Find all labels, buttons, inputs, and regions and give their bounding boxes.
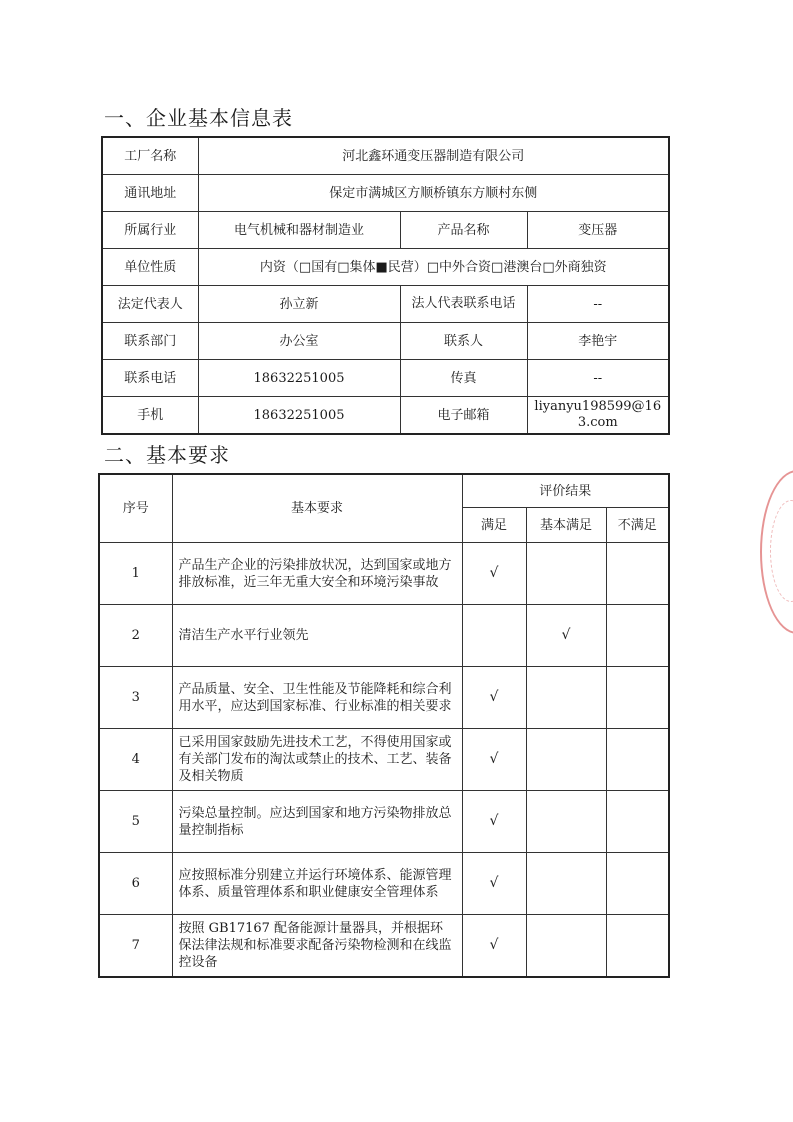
row-number: 4: [99, 729, 172, 791]
row-requirement: 清洁生产水平行业领先: [172, 605, 462, 667]
row-not-meet-mark: [606, 853, 669, 915]
col-header-result: 评价结果: [462, 474, 669, 508]
table-row: [99, 729, 669, 791]
row-meet-mark: √: [462, 667, 526, 729]
row-meet-mark: √: [462, 543, 526, 605]
table-row: [99, 543, 669, 605]
table-row: [102, 212, 669, 249]
address-label: 通讯地址: [102, 175, 198, 212]
row-basic-meet-mark: √: [526, 605, 606, 667]
row-number: 7: [99, 915, 172, 977]
row-meet-mark: √: [462, 729, 526, 791]
row-meet-mark: √: [462, 791, 526, 853]
legal-rep-phone-label: 法人代表联系电话: [400, 286, 527, 323]
factory-name-value: 河北鑫环通变压器制造有限公司: [198, 137, 669, 175]
mobile-label: 手机: [102, 397, 198, 435]
table-row: [99, 791, 669, 853]
contact-value: 李艳宇: [527, 323, 669, 360]
row-not-meet-mark: [606, 605, 669, 667]
fax-label: 传真: [400, 360, 527, 397]
factory-name-label: 工厂名称: [102, 137, 198, 175]
col-header-requirement: 基本要求: [172, 474, 462, 543]
product-label: 产品名称: [400, 212, 527, 249]
row-basic-meet-mark: [526, 543, 606, 605]
row-basic-meet-mark: [526, 667, 606, 729]
legal-rep-label: 法定代表人: [102, 286, 198, 323]
section2-title: 二、基本要求: [104, 443, 230, 467]
section1-title: 一、企业基本信息表: [104, 106, 293, 130]
row-basic-meet-mark: [526, 915, 606, 977]
mobile-value: 18632251005: [198, 397, 400, 435]
col-header-no: 序号: [99, 474, 172, 543]
col-header-basic-meet: 基本满足: [526, 508, 606, 543]
col-header-not-meet: 不满足: [606, 508, 669, 543]
table-row: [102, 175, 669, 212]
phone-label: 联系电话: [102, 360, 198, 397]
product-value: 变压器: [527, 212, 669, 249]
row-number: 2: [99, 605, 172, 667]
row-basic-meet-mark: [526, 853, 606, 915]
row-not-meet-mark: [606, 543, 669, 605]
table-row: [102, 137, 669, 175]
row-meet-mark: √: [462, 853, 526, 915]
row-meet-mark: [462, 605, 526, 667]
legal-rep-value: 孙立新: [198, 286, 400, 323]
table-row: [102, 323, 669, 360]
table-row: [102, 249, 669, 286]
row-requirement: 已采用国家鼓励先进技术工艺，不得使用国家或有关部门发布的淘汰或禁止的技术、工艺、装备及相关物质: [172, 729, 462, 791]
row-not-meet-mark: [606, 791, 669, 853]
table-row: [99, 853, 669, 915]
dept-value: 办公室: [198, 323, 400, 360]
phone-value: 18632251005: [198, 360, 400, 397]
table-row: [99, 667, 669, 729]
address-value: 保定市满城区方顺桥镇东方顺村东侧: [198, 175, 669, 212]
nature-label: 单位性质: [102, 249, 198, 286]
table-row: [102, 286, 669, 323]
row-requirement: 按照 GB17167 配备能源计量器具，并根据环保法律法规和标准要求配备污染物检测和在线监控设备: [172, 915, 462, 977]
table-header-row: [99, 474, 669, 508]
col-header-meet: 满足: [462, 508, 526, 543]
row-number: 5: [99, 791, 172, 853]
enterprise-info-table: [101, 136, 670, 435]
row-requirement: 污染总量控制。应达到国家和地方污染物排放总量控制指标: [172, 791, 462, 853]
nature-value: 内资（□国有□集体■民营）□中外合资□港澳台□外商独资: [198, 249, 669, 286]
industry-label: 所属行业: [102, 212, 198, 249]
row-number: 6: [99, 853, 172, 915]
legal-rep-phone-value: --: [527, 286, 669, 323]
row-number: 3: [99, 667, 172, 729]
table-row: [99, 605, 669, 667]
row-basic-meet-mark: [526, 791, 606, 853]
row-requirement: 应按照标准分别建立并运行环境体系、能源管理体系、质量管理体系和职业健康安全管理体系: [172, 853, 462, 915]
row-number: 1: [99, 543, 172, 605]
table-row: [99, 915, 669, 977]
row-meet-mark: √: [462, 915, 526, 977]
basic-requirements-table: [98, 473, 670, 978]
row-not-meet-mark: [606, 667, 669, 729]
row-requirement: 产品生产企业的污染排放状况，达到国家或地方排放标准，近三年无重大安全和环境污染事故: [172, 543, 462, 605]
fax-value: --: [527, 360, 669, 397]
row-not-meet-mark: [606, 915, 669, 977]
table-row: [102, 360, 669, 397]
industry-value: 电气机械和器材制造业: [198, 212, 400, 249]
email-label: 电子邮箱: [400, 397, 527, 435]
row-basic-meet-mark: [526, 729, 606, 791]
email-value: liyanyu198599@163.com: [527, 397, 669, 435]
contact-label: 联系人: [400, 323, 527, 360]
row-not-meet-mark: [606, 729, 669, 791]
dept-label: 联系部门: [102, 323, 198, 360]
row-requirement: 产品质量、安全、卫生性能及节能降耗和综合利用水平，应达到国家标准、行业标准的相关要求: [172, 667, 462, 729]
table-row: [102, 397, 669, 435]
